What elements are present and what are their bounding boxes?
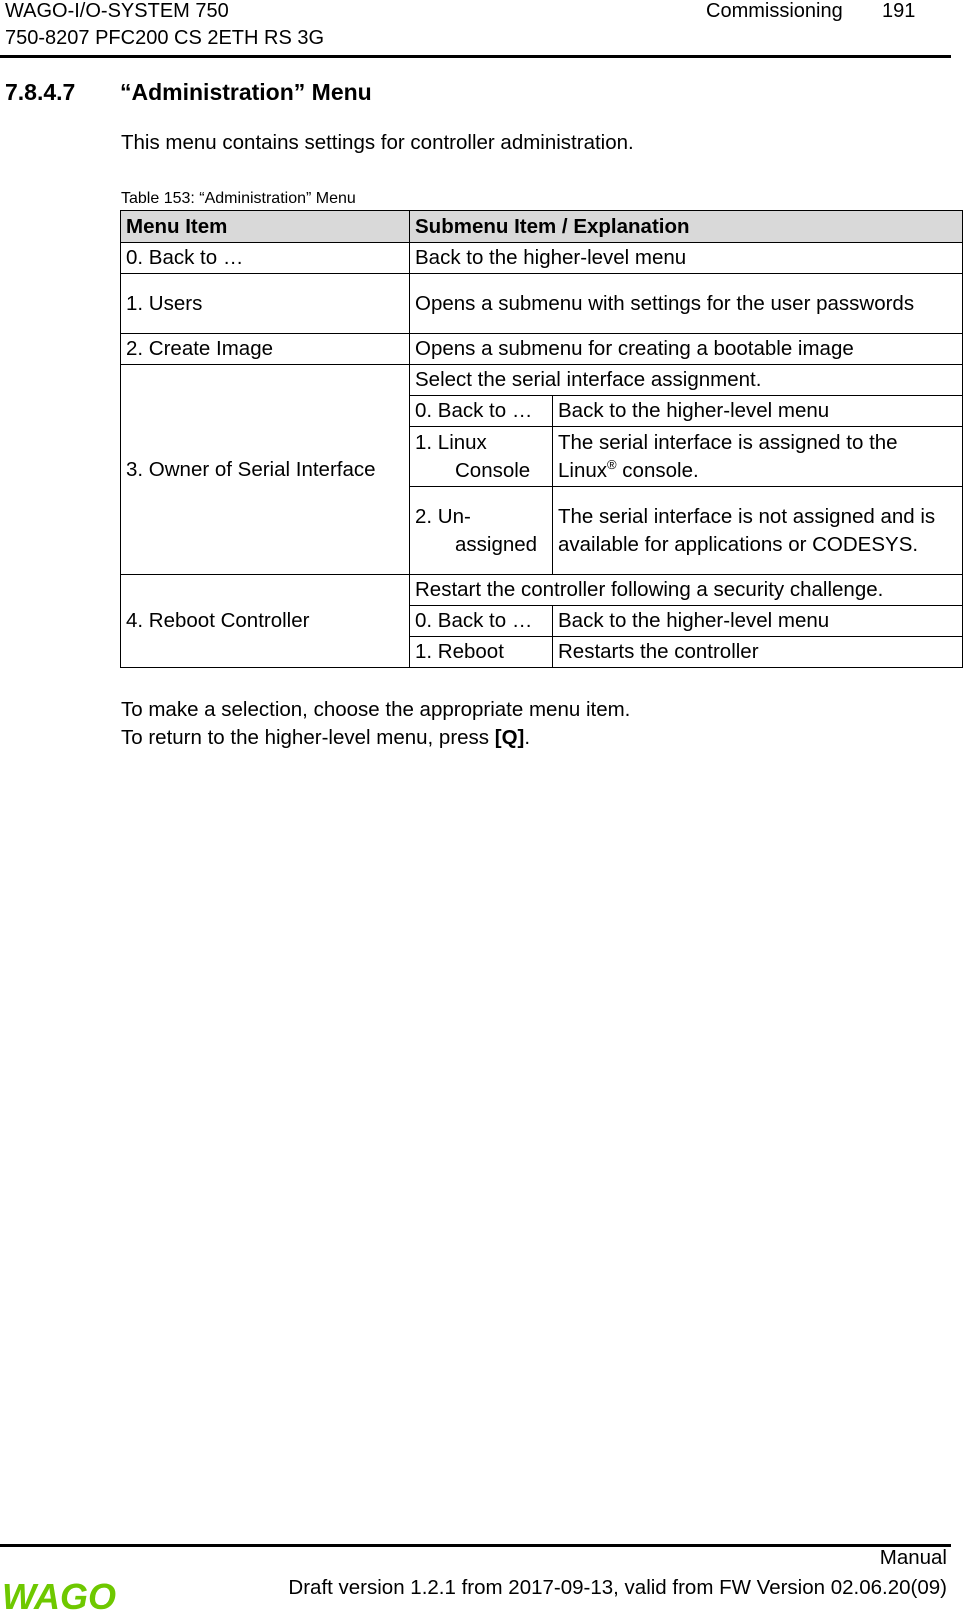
sub-text: The serial interface is not assigned and is available for applications or CODESYS. <box>553 487 963 575</box>
header-system: WAGO-I/O-SYSTEM 750 <box>5 0 229 22</box>
table-row <box>121 334 963 365</box>
section-number: 7.8.4.7 <box>5 79 76 105</box>
table-row <box>121 274 963 334</box>
footer-draft-version: Draft version 1.2.1 from 2017-09-13, valid from FW Version 02.06.20(09) <box>288 1576 947 1599</box>
sub-key: 1. Reboot <box>410 637 553 668</box>
row-explanation: Opens a submenu with settings for the user passwords <box>410 274 963 334</box>
page-header <box>0 0 963 60</box>
sub-key: 0. Back to … <box>410 606 553 637</box>
header-chapter: Commissioning <box>706 0 843 22</box>
sub-text-part: console. <box>616 458 699 482</box>
section-intro: This menu contains settings for controller administration. <box>121 131 634 154</box>
row-item-serial: 3. Owner of Serial Interface <box>121 365 410 575</box>
sub-text: Back to the higher-level menu <box>553 606 963 637</box>
serial-intro: Select the serial interface assignment. <box>410 365 963 396</box>
registered-mark: ® <box>607 456 617 472</box>
table-row <box>121 575 963 606</box>
sub-text <box>553 427 963 487</box>
row-item-reboot: 4. Reboot Controller <box>121 575 410 668</box>
header-rule <box>0 55 951 58</box>
return-text: To return to the higher-level menu, press <box>121 726 495 749</box>
return-instruction <box>121 726 530 750</box>
sub-key <box>410 427 553 487</box>
header-page-number: 191 <box>882 0 916 22</box>
sub-key-line: 1. Linux <box>415 430 487 454</box>
footer-manual: Manual <box>879 1546 947 1569</box>
header-explanation: Submenu Item / Explanation <box>410 211 963 243</box>
administration-menu-table <box>120 210 963 668</box>
sub-key-line: assigned <box>455 532 538 556</box>
return-period: . <box>524 726 531 749</box>
sub-key-line: 2. Un- <box>415 504 471 528</box>
row-item: 1. Users <box>121 274 410 334</box>
table-header-row <box>121 211 963 243</box>
section-title: “Administration” Menu <box>120 79 372 105</box>
wago-logo <box>2 1577 120 1620</box>
footer-rule <box>0 1544 951 1547</box>
row-item: 0. Back to … <box>121 243 410 274</box>
row-item: 2. Create Image <box>121 334 410 365</box>
sub-text: Restarts the controller <box>553 637 963 668</box>
table-caption: Table 153: “Administration” Menu <box>121 190 356 207</box>
sub-key: 0. Back to … <box>410 396 553 427</box>
row-explanation: Back to the higher-level menu <box>410 243 963 274</box>
row-explanation: Opens a submenu for creating a bootable image <box>410 334 963 365</box>
key-q: [Q] <box>494 726 525 749</box>
header-menu-item: Menu Item <box>121 211 410 243</box>
header-model: 750-8207 PFC200 CS 2ETH RS 3G <box>5 27 325 49</box>
svg-text:WAGO: WAGO <box>2 1577 116 1615</box>
selection-instruction: To make a selection, choose the appropriate menu item. <box>121 698 631 721</box>
table-row <box>121 243 963 274</box>
sub-text-part: The serial interface is assigned to the Linux <box>558 430 898 482</box>
sub-text: Back to the higher-level menu <box>553 396 963 427</box>
sub-key-line: Console <box>455 458 531 482</box>
reboot-intro: Restart the controller following a security challenge. <box>410 575 963 606</box>
sub-key <box>410 487 553 575</box>
table-row <box>121 365 963 396</box>
wago-logo-icon <box>2 1577 120 1615</box>
